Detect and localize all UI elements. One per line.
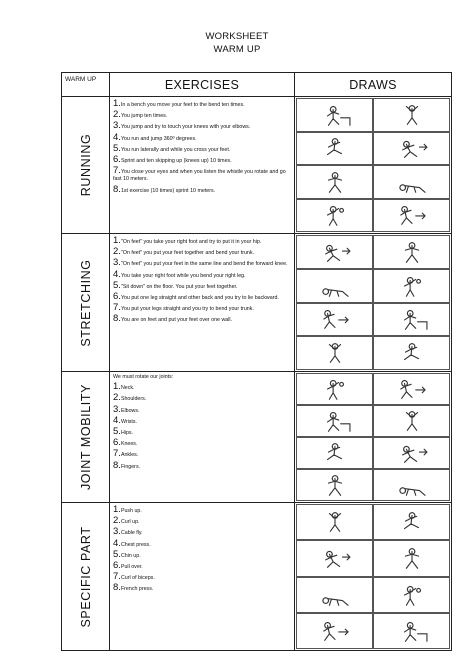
exercise-list-cell (110, 503, 295, 651)
exercise-text: Sprint and ten skipping up (knees up) 10 times. (120, 158, 232, 165)
skipping-figure-icon (373, 165, 450, 199)
exercise-item (113, 382, 292, 392)
exercise-number: 3. (113, 403, 121, 415)
ankle-rotation-icon (296, 469, 373, 501)
exercise-text: Wrists. (120, 418, 138, 425)
exercise-text: You run and jump 360º degrees. (120, 135, 197, 142)
exercise-number: 6. (113, 560, 121, 572)
exercise-number: 5. (113, 548, 121, 560)
exercise-text: "On feet" you put your feet together and bend your trunk. (120, 250, 254, 257)
exercise-number: 2. (113, 392, 121, 404)
section-label-cell (62, 234, 110, 372)
sprint-arrow-figure-icon (373, 199, 450, 233)
exercise-number: 4. (113, 268, 121, 280)
exercise-text: You take your right foot while you bend your right leg. (120, 272, 246, 279)
exercise-text: 1st exercise (10 times) sprint 10 meters. (120, 187, 216, 194)
jumping-figure-icon (373, 98, 450, 132)
exercise-text: In a bench you move your feet to the bend ten times. (120, 102, 245, 108)
drawings-cell (295, 372, 452, 503)
biceps-curl-figure-icon (296, 613, 373, 649)
running-figure-icon (296, 165, 373, 199)
exercise-item (113, 166, 292, 183)
section-label-cell (62, 372, 110, 503)
section-label: RUNNING (78, 133, 93, 197)
exercise-item (113, 405, 292, 415)
exercise-number: 3. (113, 526, 121, 538)
exercise-text: You put one leg straight and other back and you try to lie backward. (120, 295, 279, 302)
section-intro: We must rotate our joints: (113, 374, 174, 380)
exercise-number: 4. (113, 537, 121, 549)
exercise-item (113, 314, 292, 324)
exercise-item (113, 539, 292, 549)
leg-stretch-figure-icon (373, 269, 450, 303)
exercise-item (113, 110, 292, 120)
wrist-rotation-icon (373, 405, 450, 437)
col-warm-up-header: WARM UP (62, 73, 110, 97)
exercise-list-cell (110, 234, 295, 372)
jumping-figure-icon (296, 132, 373, 166)
exercise-text: "On feet" you put your feet in the same line and bend the forward knee. (120, 261, 288, 268)
exercise-number: 3. (113, 257, 121, 269)
exercise-text: Chest press. (120, 541, 151, 548)
exercise-text: You jump and try to touch your knees with your elbows. (120, 124, 251, 131)
exercise-item (113, 527, 292, 537)
running-figure-icon (373, 132, 450, 166)
exercise-number: 7. (113, 165, 121, 177)
exercise-number: 8. (113, 582, 121, 594)
drawings-cell (295, 503, 452, 651)
exercise-number: 8. (113, 183, 121, 195)
push-up-figure-icon (296, 504, 373, 540)
exercise-item (113, 449, 292, 459)
section-label: SPECIFIC PART (78, 525, 93, 628)
exercise-item (113, 516, 292, 526)
quad-stretch-figure-icon (296, 235, 373, 269)
exercise-text: Shoulders. (120, 396, 147, 403)
butterfly-stretch-figure-icon (296, 303, 373, 337)
exercise-item (113, 185, 292, 195)
drawings-grid (296, 235, 450, 370)
exercise-number: 2. (113, 515, 121, 527)
exercise-list-cell (110, 97, 295, 234)
exercise-item (113, 133, 292, 143)
exercise-text: Push up. (120, 508, 142, 514)
section-row (62, 234, 452, 372)
exercise-number: 5. (113, 279, 121, 291)
exercise-text: Curl up. (120, 519, 140, 526)
neck-rotation-figure-icon (296, 373, 373, 405)
exercise-number: 1. (113, 98, 121, 109)
exercise-text: Fingers. (120, 463, 141, 470)
exercise-item (113, 505, 292, 515)
worksheet-title: WORKSHEET (205, 31, 269, 42)
fingers-icon (373, 469, 450, 501)
exercise-number: 6. (113, 437, 121, 449)
exercise-text: Knees. (120, 441, 138, 448)
drawings-grid (296, 504, 450, 649)
exercise-text: Hips. (120, 430, 134, 437)
exercise-item (113, 550, 292, 560)
drawings-cell (295, 97, 452, 234)
section-row (62, 503, 452, 651)
exercise-item (113, 416, 292, 426)
drawings-grid (296, 98, 450, 232)
forward-bend-figure-icon (373, 235, 450, 269)
col-exercises-header: EXERCISES (110, 73, 295, 97)
exercise-item (113, 258, 292, 268)
exercise-item (113, 270, 292, 280)
lunge-stretch-figure-icon (296, 269, 373, 303)
exercise-text: Cable fly. (120, 530, 143, 537)
exercise-number: 4. (113, 414, 121, 426)
knee-rotation-icon (373, 437, 450, 469)
pull-over-figure-icon (373, 577, 450, 613)
exercise-item (113, 572, 292, 582)
exercise-number: 7. (113, 448, 121, 460)
section-row (62, 372, 452, 503)
shoulder-rotation-figure-icon (373, 373, 450, 405)
exercise-text: You run laterally and while you cross your feet. (120, 146, 231, 153)
hip-rotation-figure-icon (296, 437, 373, 469)
exercise-item (113, 438, 292, 448)
exercise-text: "Sit down" on the floor. You put your feet together. (120, 283, 238, 290)
exercise-number: 2. (113, 109, 121, 121)
exercise-text: Neck. (120, 385, 135, 392)
exercise-number: 3. (113, 120, 121, 132)
whistle-figure-icon (296, 199, 373, 233)
cable-fly-figure-icon (296, 540, 373, 576)
exercise-text: Ankles. (120, 452, 139, 459)
section-row (62, 97, 452, 234)
drawings-cell (295, 234, 452, 372)
exercise-text: Elbows. (120, 407, 140, 414)
exercise-text: Curl of biceps. (120, 575, 155, 582)
exercise-number: 1. (113, 381, 121, 393)
exercise-text: Pull over. (120, 564, 143, 571)
seated-forward-bend-figure-icon (296, 336, 373, 370)
exercise-text: French press. (120, 586, 154, 593)
chin-up-figure-icon (296, 577, 373, 613)
exercise-number: 5. (113, 426, 121, 438)
exercise-item (113, 121, 292, 131)
exercise-item (113, 427, 292, 437)
exercise-text: "On feet" you take your right foot and try to put it in your hip. (120, 239, 262, 245)
exercise-text: You put your legs straight and you try to bend your trunk. (120, 306, 254, 313)
wall-stretch-figure-icon (373, 336, 450, 370)
warmup-table (61, 72, 452, 651)
section-label-cell (62, 97, 110, 234)
exercise-number: 2. (113, 246, 121, 258)
chest-press-figure-icon (373, 540, 450, 576)
exercise-item (113, 99, 292, 109)
exercise-text: You close your eyes and when you listen the whistle you rotate and go fast 10 meters. (113, 169, 286, 183)
exercise-text: You jump ten times. (120, 113, 168, 120)
exercise-item (113, 461, 292, 471)
exercise-number: 6. (113, 291, 121, 303)
worksheet-subtitle: WARM UP (213, 44, 261, 55)
exercise-item (113, 281, 292, 291)
exercise-number: 5. (113, 142, 121, 154)
exercise-number: 4. (113, 131, 121, 143)
col-draws-header: DRAWS (295, 73, 452, 97)
exercise-item (113, 292, 292, 302)
exercise-item (113, 236, 292, 246)
exercise-number: 8. (113, 313, 121, 325)
exercise-text: Chin up. (120, 552, 141, 559)
exercise-number: 6. (113, 154, 121, 166)
section-label: STRETCHING (78, 258, 93, 347)
elbow-rotation-figure-icon (296, 405, 373, 437)
exercise-item (113, 155, 292, 165)
table-header-row (62, 73, 452, 97)
exercise-item (113, 393, 292, 403)
exercise-item (113, 144, 292, 154)
section-label-cell (62, 503, 110, 651)
exercise-number: 1. (113, 235, 121, 246)
exercise-text: You are on feet and put your feet over one wall. (120, 317, 233, 324)
exercise-item (113, 303, 292, 313)
exercise-number: 8. (113, 459, 121, 471)
exercise-item (113, 583, 292, 593)
french-press-figure-icon (373, 613, 450, 649)
bench-step-figure-icon (296, 98, 373, 132)
worksheet-header (0, 30, 474, 56)
exercise-item (113, 561, 292, 571)
drawings-grid (296, 373, 450, 501)
hurdler-stretch-figure-icon (373, 303, 450, 337)
exercise-number: 7. (113, 571, 121, 583)
section-label: JOINT MOBILITY (78, 383, 93, 491)
exercise-number: 7. (113, 302, 121, 314)
exercise-item (113, 247, 292, 257)
curl-up-figure-icon (373, 504, 450, 540)
exercise-number: 1. (113, 504, 121, 515)
exercise-list-cell (110, 372, 295, 503)
